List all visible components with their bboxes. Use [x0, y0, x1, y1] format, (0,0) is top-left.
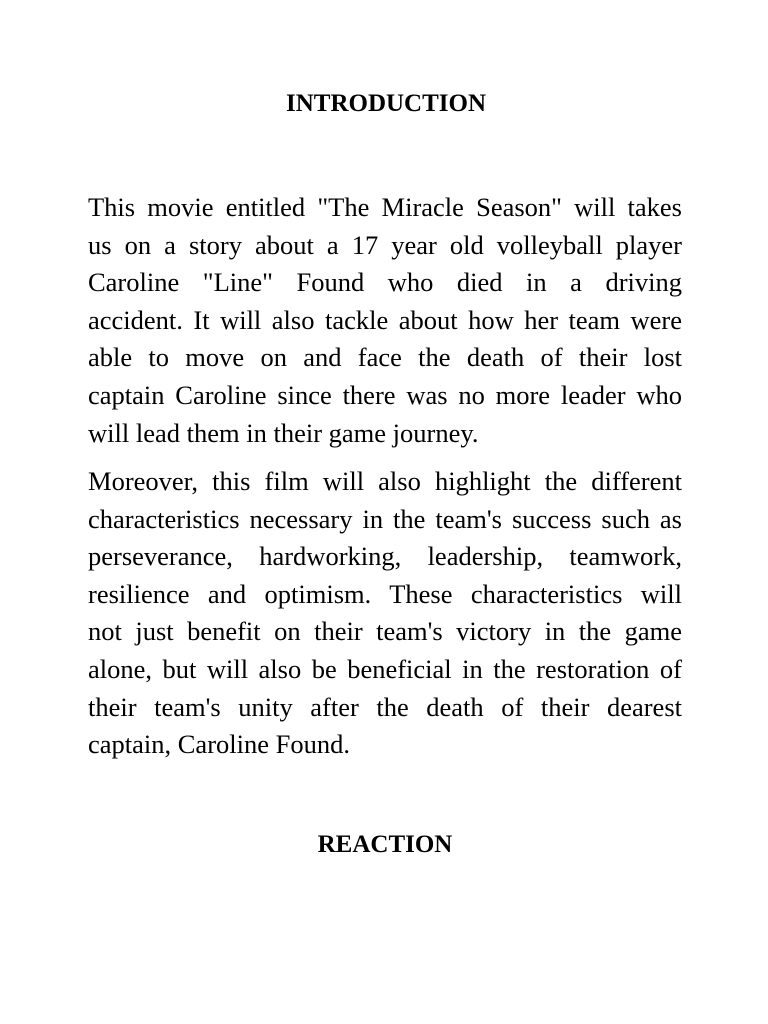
paragraph-line: captain Caroline since there was no more leader who	[88, 379, 682, 410]
paragraph-line: alone, but will also be beneficial in the restoration of	[88, 653, 682, 684]
paragraph-line: resilience and optimism. These characteristics will	[88, 578, 682, 609]
paragraph-line: not just benefit on their team's victory in the game	[88, 616, 682, 647]
paragraph-line: accident. It will also tackle about how her team were	[88, 304, 682, 335]
paragraph-line: Caroline "Line" Found who died in a driving	[88, 267, 682, 298]
section-heading-reaction: REACTION	[317, 831, 453, 858]
paragraph-line: captain, Caroline Found.	[88, 729, 350, 760]
paragraph-line: will lead them in their game journey.	[88, 417, 479, 448]
introduction-paragraph-2	[88, 463, 682, 764]
introduction-paragraph-1	[88, 189, 682, 452]
paragraph-line: characteristics necessary in the team's success such as	[88, 503, 682, 534]
section-heading-introduction: INTRODUCTION	[285, 90, 487, 117]
paragraph-line: This movie entitled "The Miracle Season" will takes	[88, 192, 682, 222]
paragraph-line: Moreover, this film will also highlight the different	[88, 466, 682, 496]
paragraph-line: their team's unity after the death of their dearest	[88, 691, 682, 722]
paragraph-line: able to move on and face the death of their lost	[88, 342, 682, 373]
paragraph-line: perseverance, hardworking, leadership, teamwork,	[88, 541, 682, 572]
paragraph-line: us on a story about a 17 year old volleyball player	[88, 229, 682, 260]
